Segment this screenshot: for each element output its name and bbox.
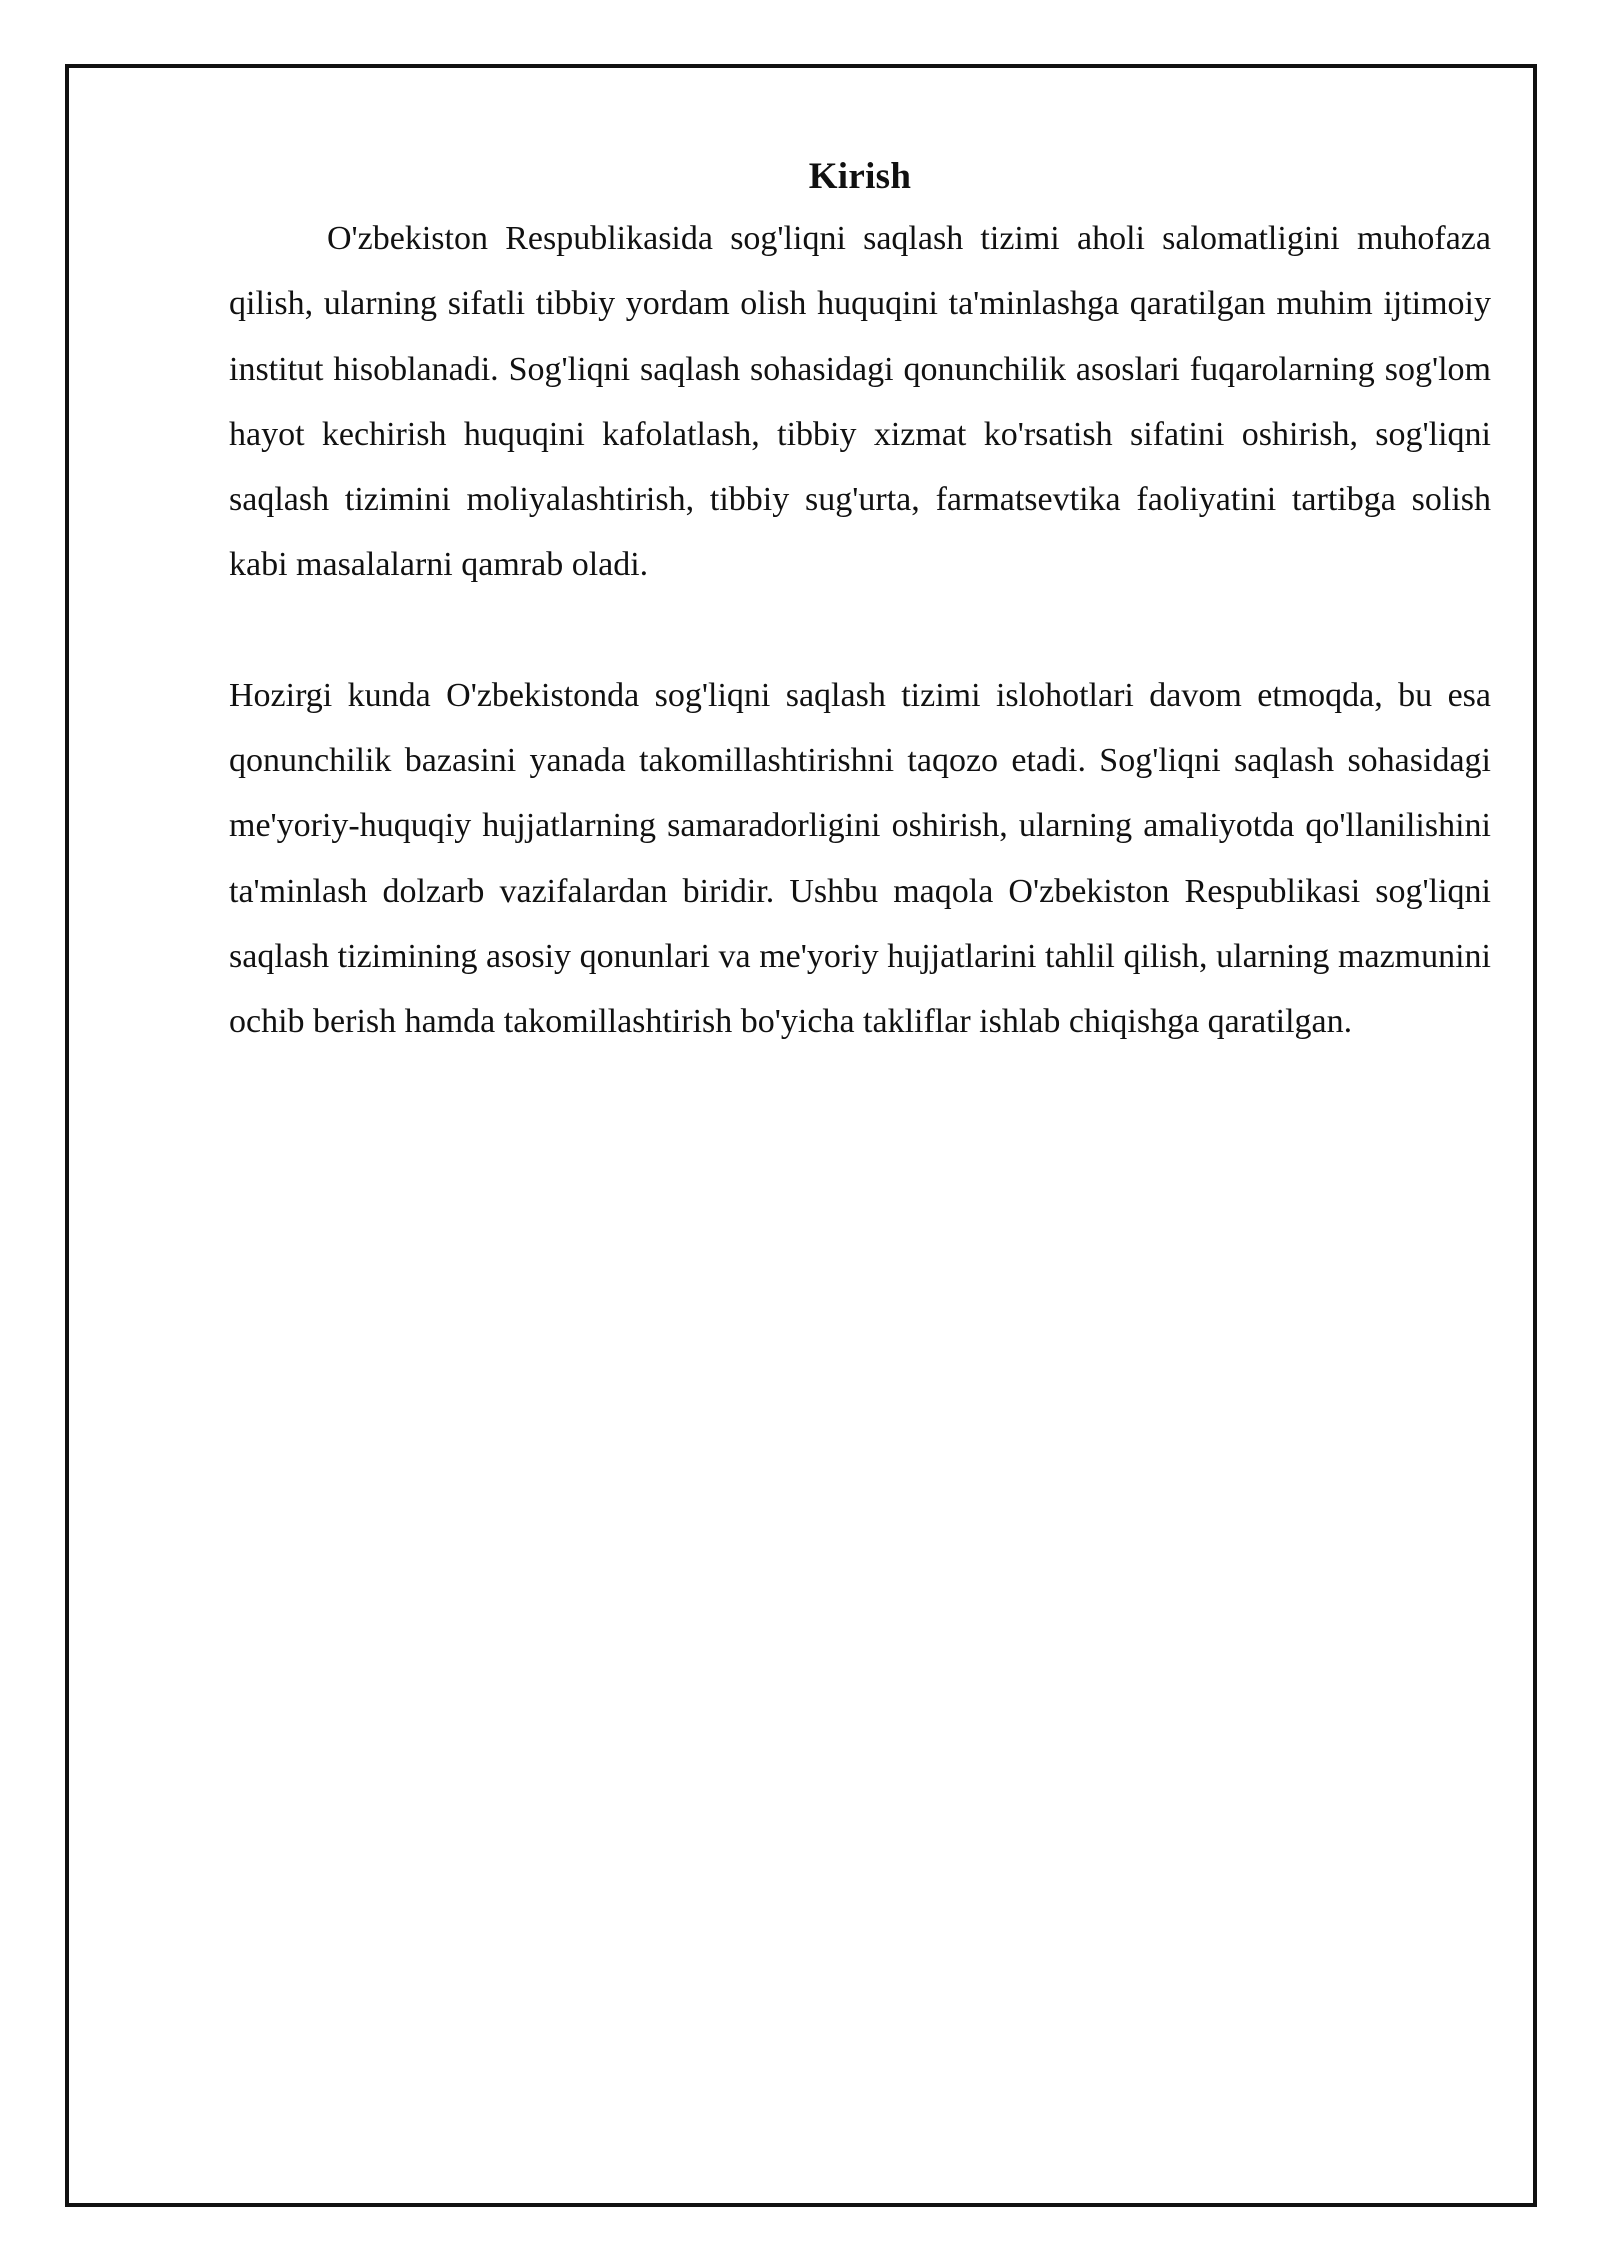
document-body: [229, 150, 1491, 1055]
document-title: Kirish: [808, 156, 912, 197]
paragraph-reforms: Hozirgi kunda O'zbekistonda sog'liqni saqlash tizimi islohotlari davom etmoqda, bu esa qonunchilik bazasini yanada takomillashtirishni taqozo etadi. Sog'liqni saqlash sohasidagi me'yoriy-huquqiy hujjatlarning samaradorligini oshirish, ularning amaliyotda qo'llanilishini ta'minlash dolzarb vazifalardan biridir. Ushbu maqola O'zbekiston Respublikasi sog'liqni saqlash tizimining asosiy qonunlari va me'yoriy hujjatlarini tahlil qilish, ularning mazmunini ochib berish hamda takomillashtirish bo'yicha takliflar ishlab chiqishga qaratilgan.: [229, 676, 1491, 1041]
paragraph-intro: O'zbekiston Respublikasida sog'liqni saqlash tizimi aholi salomatligini muhofaza qilish, ularning sifatli tibbiy yordam olish huquqini ta'minlashga qaratilgan muhim ijtimoiy institut hisoblanadi. Sog'liqni saqlash sohasidagi qonunchilik asoslari fuqarolarning sog'lom hayot kechirish huquqini kafolatlash, tibbiy xizmat ko'rsatish sifatini oshirish, sog'liqni saqlash tizimini moliyalashtirish, tibbiy sug'urta, farmatsevtika faoliyatini tartibga solish kabi masalalarni qamrab oladi.: [229, 220, 1491, 584]
